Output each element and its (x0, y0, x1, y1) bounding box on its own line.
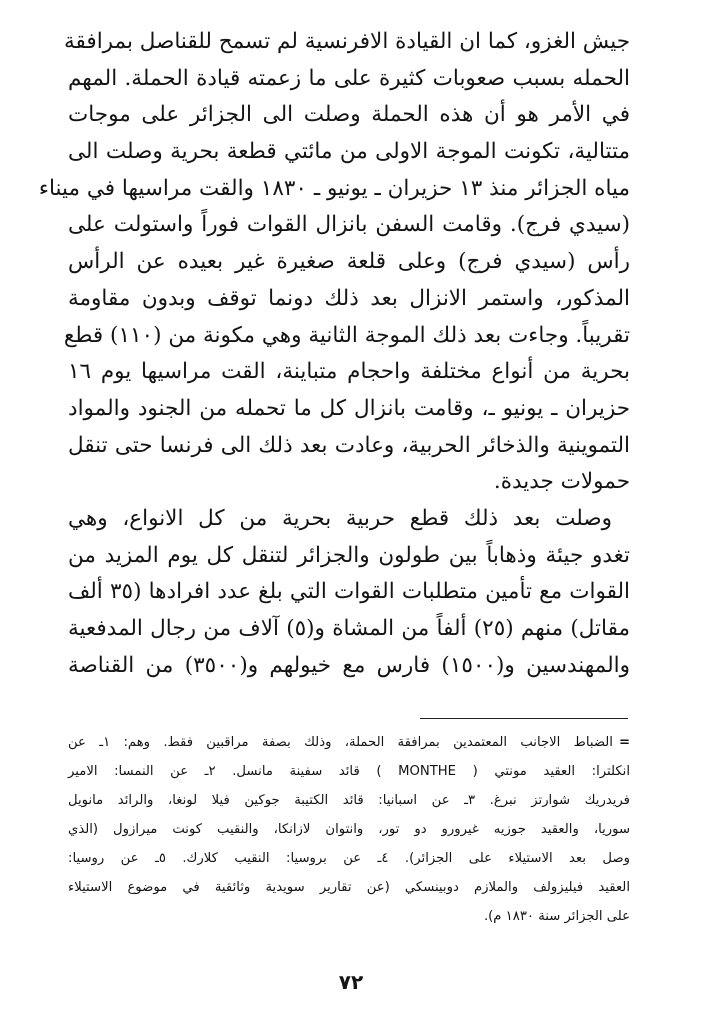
footnote-line: سوريا، والعقيد جوزيه غيرورو دو تور، وانتوان لازانكا، والنقيب كونت ميرازول (الذي (68, 822, 630, 837)
body-line: مياه الجزائر منذ ١٣ حزيران ـ يونيو ـ ١٨٣٠ والقت مراسيها في ميناء (38, 175, 630, 201)
body-text (38, 24, 630, 684)
body-line: التموينية والذخائر الحربية، وعادت بعد ذلك الى فرنسا حتى تنقل (68, 432, 630, 458)
body-line: المذكور، واستمر الانزال بعد ذلك دونما توقف وبدون مقاومة (68, 285, 630, 311)
body-line: في الأمر هو أن هذه الحملة وصلت الى الجزائر على موجات (68, 102, 630, 128)
body-line: تغدو جيئة وذهاباً بين طولون والجزائر لتنقل كل يوم المزيد من (68, 542, 630, 568)
body-line: القوات مع تأمين متطلبات القوات التي بلغ عدد افرادها (٣٥ ألف (68, 579, 630, 605)
body-line: والمهندسين و(١٥٠٠) فارس مع خيولهم و(٣٥٠٠) من القناصة (68, 652, 630, 678)
body-line: تقريباً. وجاءت بعد ذلك الموجة الثانية وهي مكونة من (١١٠) قطع (63, 322, 630, 348)
footnote-line: وصل بعد الاستيلاء على الجزائر). ٤ـ عن بروسيا: النقيب كلارك. ٥ـ عن روسيا: (68, 851, 630, 866)
footnote-marker: = (618, 735, 630, 750)
footnote-line-text: الضباط الاجانب المعتمدين بمرافقة الحملة، وذلك بصفة مراقبين فقط. وهم: ١ـ عن (68, 735, 613, 750)
body-line: الحمله بسبب صعوبات كثيرة على ما زعمته قيادة الحملة. المهم (68, 65, 630, 91)
body-line: متتالية، تكونت الموجة الاولى من مائتي قطعة بحرية وصلت الى (68, 139, 630, 165)
body-line: وصلت بعد ذلك قطع حربية بحرية من كل الانواع، وهي (68, 505, 612, 531)
body-line: حزيران ـ يونيو ـ، وقامت بانزال كل ما تحمله من الجنود والمواد (68, 395, 630, 421)
footnote-divider (420, 718, 628, 719)
body-line: حمولات جديدة. (493, 469, 630, 495)
footnote-line: العقيد فيليزولف والملازم دوبينسكي (عن تقارير سويدية وثائقية في موضوع الاستيلاء (68, 880, 630, 895)
footnote-line: فريدريك شوارتز نبرغ. ٣ـ عن اسبانيا: قائد الكتيبة جوكين فيلا لونغا، والرائد مانويل (68, 793, 630, 808)
body-line: بحرية من أنواع مختلفة واحجام متباينة، القت مراسيها يوم ١٦ (68, 359, 630, 385)
body-line: (سيدي فرج). وقامت السفن بانزال القوات فوراً واستولت على (68, 212, 630, 238)
page-number: ٧٢ (338, 970, 364, 994)
footnotes (68, 728, 630, 931)
body-line: رأس (سيدي فرج) وعلى قلعة صغيرة غير بعيده عن الرأس (68, 249, 630, 275)
body-line: مقاتل) منهم (٢٥) ألفاً من المشاة و(٥) آلاف من رجال المدفعية (68, 616, 630, 641)
footnote-line (68, 728, 630, 757)
footnote-line: انكلترا: العقيد مونتي ( MONTHE ) قائد سفينة مانسل. ٢ـ عن النمسا: الامير (68, 764, 630, 779)
footnote-line: على الجزائر سنة ١٨٣٠ م). (483, 909, 630, 924)
body-line: جيش الغزو، كما ان القيادة الافرنسية لم تسمح للقناصل بمرافقة (64, 29, 630, 54)
